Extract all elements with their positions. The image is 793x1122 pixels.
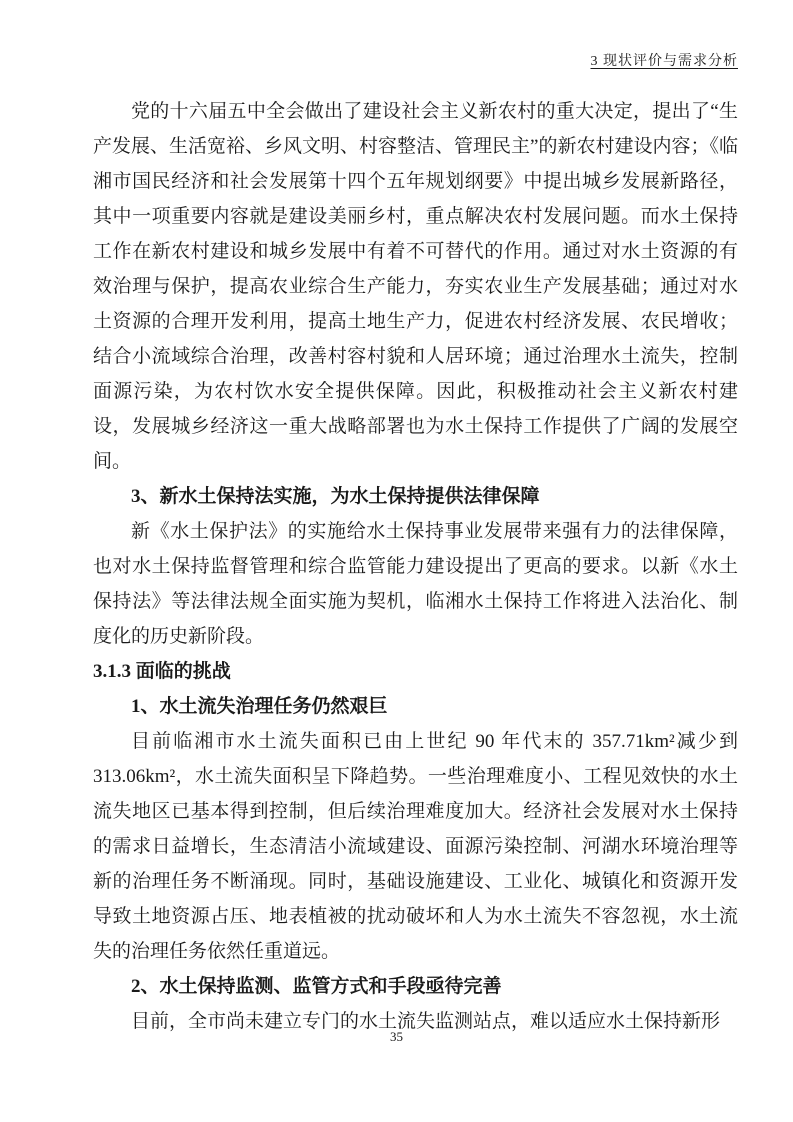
page-footer xyxy=(0,1028,793,1046)
paragraph-new-countryside: 党的十六届五中全会做出了建设社会主义新农村的重大决定，提出了“生产发展、生活宽裕、乡风文明、村容整洁、管理民主”的新农村建设内容；《临湘市国民经济和社会发展第十四个五年规划纲要》中提出城乡发展新路径，其中一项重要内容就是建设美丽乡村，重点解决农村发展问题。而水土保持工作在新农村建设和城乡发展中有着不可替代的作用。通过对水土资源的有效治理与保护，提高农业综合生产能力，夯实农业生产发展基础；通过对水土资源的合理开发利用，提高土地生产力，促进农村经济发展、农民增收；结合小流域综合治理，改善村容村貌和人居环境；通过治理水土流失，控制面源污染，为农村饮水安全提供保障。因此，积极推动社会主义新农村建设，发展城乡经济这一重大战略部署也为水土保持工作提供了广阔的发展空间。 xyxy=(93,101,738,472)
section-heading-challenges: 3.1.3 面临的挑战 xyxy=(93,661,231,682)
paragraph-monitoring-status: 目前，全市尚未建立专门的水土流失监测站点，难以适应水土保持新形 xyxy=(131,1011,721,1032)
page-header xyxy=(93,52,738,72)
heading-monitoring-improvement: 2、水土保持监测、监管方式和手段亟待完善 xyxy=(131,976,502,997)
page-number: 35 xyxy=(390,1029,403,1044)
paragraph-erosion-area: 目前临湘市水土流失面积已由上世纪 90 年代末的 357.71km²减少到313.06km²，水土流失面积呈下降趋势。一些治理难度小、工程见效快的水土流失地区已基本得到控制，但后续治理难度加大。经济社会发展对水土保持的需求日益增长，生态清洁小流域建设、面源污染控制、河湖水环境治理等新的治理任务不断涌现。同时，基础设施建设、工业化、城镇化和资源开发导致土地资源占压、地表植被的扰动破坏和人为水土流失不容忽视，水土流失的治理任务依然任重道远。 xyxy=(93,731,738,962)
heading-erosion-control-task: 1、水土流失治理任务仍然艰巨 xyxy=(131,696,388,717)
heading-new-soil-law: 3、新水土保持法实施，为水土保持提供法律保障 xyxy=(131,486,540,507)
chapter-header-title: 3 现状评价与需求分析 xyxy=(590,54,738,69)
paragraph-law-implementation: 新《水土保护法》的实施给水土保持事业发展带来强有力的法律保障，也对水土保持监督管理和综合监管能力建设提出了更高的要求。以新《水土保持法》等法律法规全面实施为契机，临湘水土保持工作将进入法治化、制度化的历史新阶段。 xyxy=(93,521,738,647)
document-body xyxy=(93,94,738,1039)
